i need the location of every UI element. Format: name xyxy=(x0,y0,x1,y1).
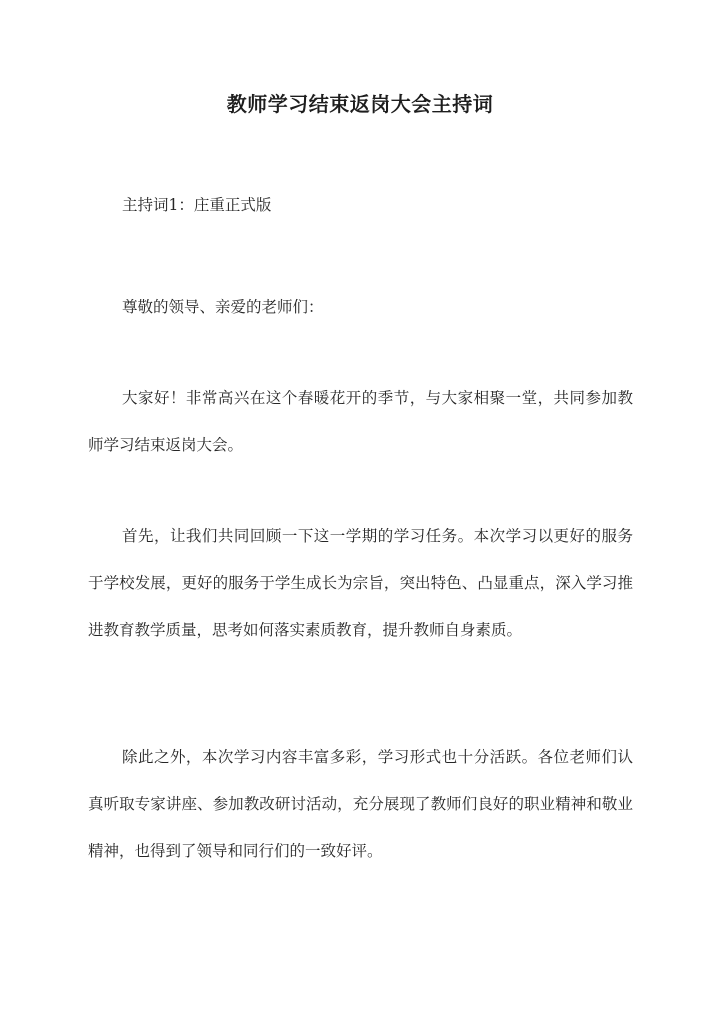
body-paragraph: 除此之外，本次学习内容丰富多彩，学习形式也十分活跃。各位老师们认真听取专家讲座、参加教改研讨活动，充分展现了教师们良好的职业精神和敬业精神，也得到了领导和同行们的一致好评。 xyxy=(88,748,633,860)
section-heading: 主持词1：庄重正式版 xyxy=(122,196,272,214)
greeting-line: 尊敬的领导、亲爱的老师们： xyxy=(122,298,324,316)
body-paragraph: 首先，让我们共同回顾一下这一学期的学习任务。本次学习以更好的服务于学校发展，更好的服务于学生成长为宗旨，突出特色、凸显重点，深入学习推进教育教学质量，思考如何落实素质教育，提升教师自身素质。 xyxy=(88,527,633,639)
body-paragraph: 大家好！非常高兴在这个春暖花开的季节，与大家相聚一堂，共同参加教师学习结束返岗大会。 xyxy=(88,389,633,454)
document-title: 教师学习结束返岗大会主持词 xyxy=(226,92,494,116)
